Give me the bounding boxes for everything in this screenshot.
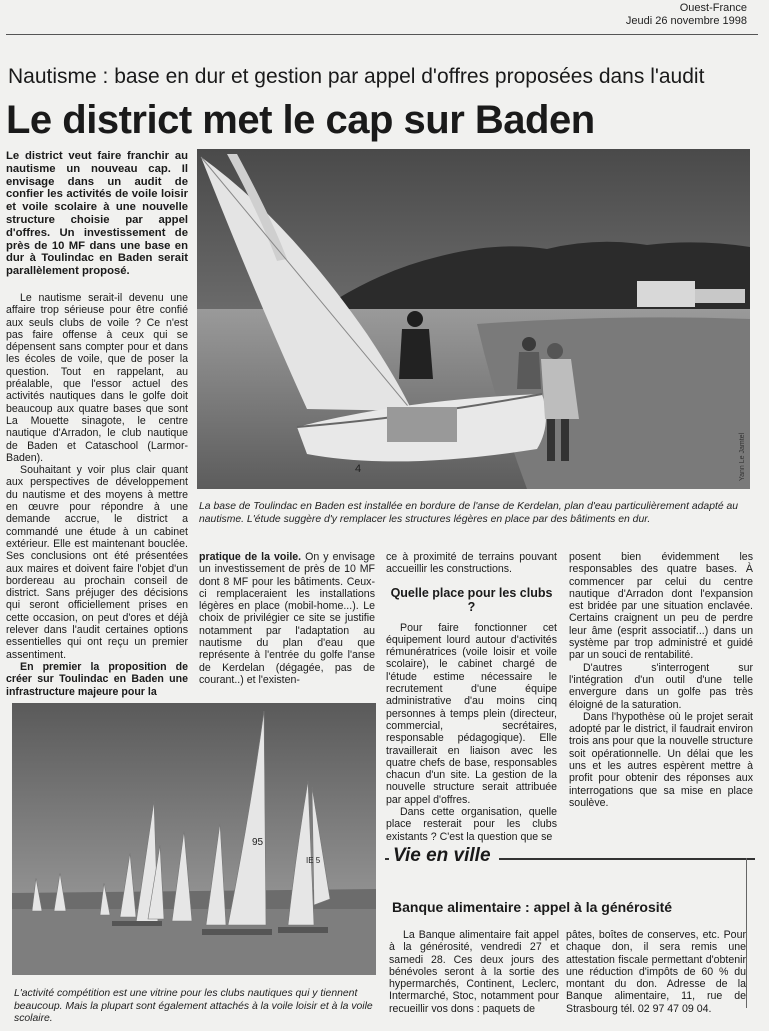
kicker: Nautisme : base en dur et gestion par appel d'offres proposées dans l'audit xyxy=(8,65,705,88)
dinghy-beach-photo xyxy=(197,149,750,489)
photo-credit: Yann Le Jamtel xyxy=(739,432,746,481)
column-2 xyxy=(199,551,375,686)
paragraph xyxy=(199,551,375,686)
paper-name: Ouest-France xyxy=(679,2,747,14)
paragraph: posent bien évidemment les responsables des quatre bases. À commencer par celui du centre nautique d'Arradon dont l'expansion est bridée par une situation enclavée. Certains craignent un peu de perdre leur âme (esprit associatif...) dans un système par trop administré et guidé par un souci de rentabilité. xyxy=(569,551,753,662)
brief-column-1 xyxy=(389,929,559,1015)
regatta-photo xyxy=(12,703,376,975)
issue-date: Jeudi 26 novembre 1998 xyxy=(625,15,747,27)
paragraph-text: On y envisage un investissement de près de 10 MF dont 8 MF pour les bâtiments. Ceux-ci remplaceraient les installations légères en place (mobil-home...). Le choix de privilégier ce site se justifie notamment par l'adaptation au nautisme du plan d'eau que représente à l'entrée du golfe l'anse de Kerdelan (dégagée, pas de courant..) et l'existen- xyxy=(199,551,376,686)
photo-regatta xyxy=(12,703,376,975)
paragraph: Souhaitant y voir plus clair quant aux perspectives de développement du nautisme et des moyens à mettre en œuvre pour répondre à une demande accrue, le district a commandé une étude à un cabinet extérieur. Elle est maintenant bouclée. Ses conclusions ont été présentées aux maires et doivent faire l'objet d'un bordereau au prochain conseil de district. Sans préjuger des décisions qui seront officiellement prises en cette occasion, on peut d'ores et déjà relever dans l'audit certaines options essentielles qui ont reçu un premier assentiment. xyxy=(6,464,188,661)
paragraph: La Banque alimentaire fait appel à la générosité, vendredi 27 et samedi 28. Ces deux jours des bénévoles seront à la sortie des hypermarchés, Continent, Leclerc, Intermarché, Stoc, notamment pour recueillir vos dons : paquets de xyxy=(389,929,559,1015)
bold-lead-in: pratique de la voile. xyxy=(199,551,302,563)
paragraph: ce à proximité de terrains pouvant accueillir les constructions. xyxy=(386,551,557,576)
article-title: Banque alimentaire : appel à la générosité xyxy=(392,899,673,915)
column-1 xyxy=(6,292,188,698)
column-rule xyxy=(746,858,747,1008)
photo1-caption: La base de Toulindac en Baden est installée en bordure de l'anse de Kerdelan, plan d'eau particulièrement adapté au nautisme. L'étude suggère d'y remplacer les structures légères en place par des bâtiments en dur. xyxy=(199,501,739,525)
headline: Le district met le cap sur Baden xyxy=(6,98,595,142)
photo2-caption: L'activité compétition est une vitrine pour les clubs nautiques qui y tiennent beaucoup. Mais la plupart sont également attachés à la voile loisir et à la voile scolaire. xyxy=(14,988,373,1024)
subheading: Quelle place pour les clubs ? xyxy=(390,585,553,614)
masthead xyxy=(626,2,747,28)
paragraph: Dans l'hypothèse où le projet serait adopté par le district, il faudrait environ trois ans pour que la nouvelle structure soit opérationnelle. Un délai que les uns et les autres espèrent mettre à profit pour obtenir des réponses aux interrogations que sa mise en place soulève. xyxy=(569,710,753,809)
top-rule xyxy=(6,34,758,35)
column-4 xyxy=(569,551,753,809)
section-header xyxy=(385,842,755,876)
column-3 xyxy=(386,551,557,843)
paragraph: En premier la proposition de créer sur Toulindac en Baden une infrastructure majeure pour la xyxy=(6,660,188,698)
paragraph: Le nautisme serait-il devenu une affaire trop sérieuse pour être confié aux seuls clubs de voile ? Ce n'est pas faire offense à ceux qui se dépensent sans compter pour et dans les écoles de voile, que de poser la question. Tout en rappelant, au préalable, que l'essor actuel des activités nautiques dans le golfe doit beaucoup aux quatre bases que sont La Mouette sinagote, le centre nautique d'Arradon, le club nautique de Baden et Cataschool (Larmor-Baden). xyxy=(6,292,188,464)
brief-column-2 xyxy=(566,929,746,1015)
sail-number: 95 xyxy=(252,837,264,848)
paragraph: Pour faire fonctionner cet équipement lourd autour d'activités rémunératrices (voile loisir et voile scolaire), le cabinet chargé de l'étude estime nécessaire le recrutement d'une équipe administrative d'au moins cinq personnes à temps plein (directeur, commercial, secrétaires, responsable pédagogique). Elle travaillerait en liaison avec les quatre chefs de base, responsables chacun d'un site. La gestion de la nouvelle structure serait attribuée par appel d'offres. xyxy=(386,621,557,806)
lead-paragraph: Le district veut faire franchir au nautisme un nouveau cap. Il envisage dans un audit de confier les activités de voile loisir et voile scolaire à une nouvelle structure choisie par appel d'offres. Un investissement de près de 10 MF dans une base en dur à Toulindac en Baden serait parallèlement proposé. xyxy=(6,150,188,278)
photo-toulindac-base xyxy=(197,149,750,489)
sail-number: IE 5 xyxy=(306,856,321,865)
section-title: Vie en ville xyxy=(389,845,499,867)
paragraph: D'autres s'interrogent sur l'intégration d'un outil d'une telle envergure dans un golfe pas très éloigné de la saturation. xyxy=(569,661,753,711)
paragraph: Dans cette organisation, quelle place resterait pour les clubs existants ? C'est la question que se xyxy=(386,806,557,843)
paragraph: pâtes, boîtes de conserves, etc. Pour chaque don, il sera remis une attestation fiscale permettant d'obtenir une réduction d'impôts de 60 % du montant du don. Adresse de la Banque alimentaire, 11, rue de Strasbourg tél. 02 97 47 09 04. xyxy=(566,929,746,1015)
boat-number: 4 xyxy=(355,463,362,475)
